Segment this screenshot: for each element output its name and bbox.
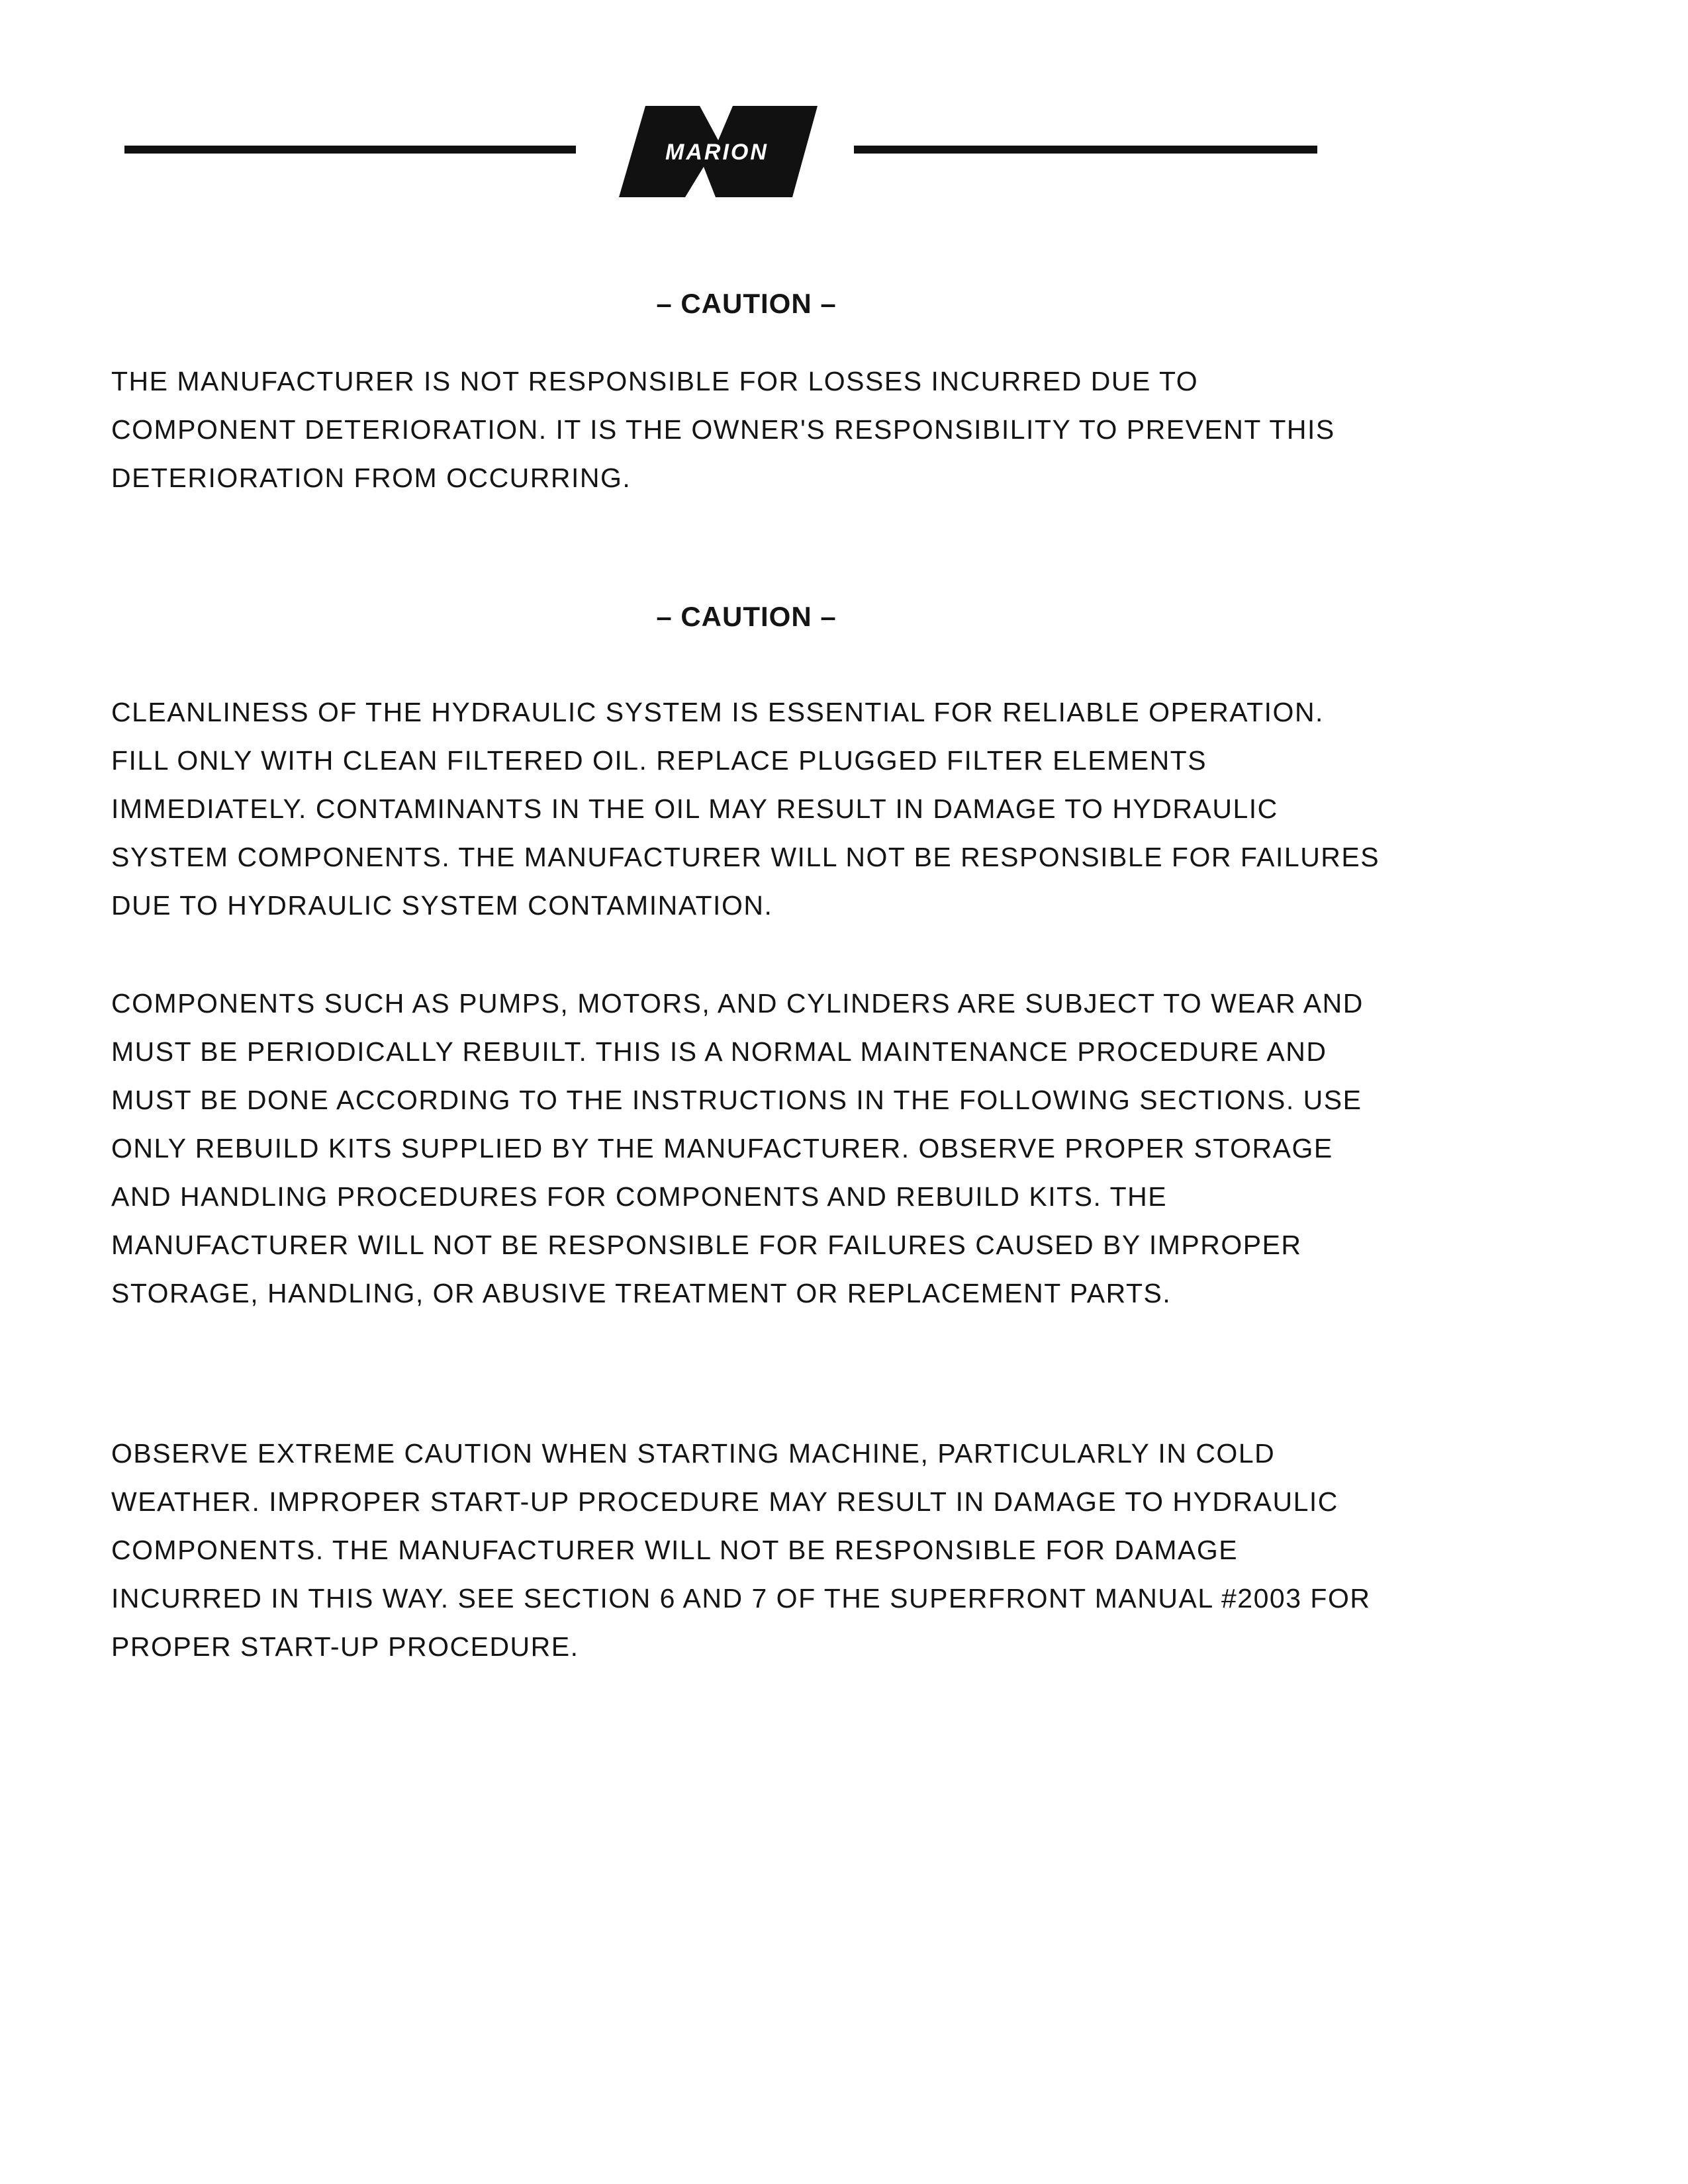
caution-heading-2: – CAUTION – bbox=[656, 601, 837, 632]
header-rule-right bbox=[854, 146, 1317, 154]
caution-2-paragraph-1: CLEANLINESS OF THE HYDRAULIC SYSTEM IS ESSENTIAL FOR RELIABLE OPERATION. FILL ONLY WITH CLEAN FILTERED OIL. REPLACE PLUGGED FILTER ELEMENTS IMMEDIATELY. CONTAMINANTS IN THE OIL MAY RESULT IN DAMAGE TO HYDRAULIC SYSTEM COMPONENTS. THE MANUFACTURER WILL NOT BE RESPONSIBLE FOR FAILURES DUE TO HYDRAULIC SYSTEM CONTAMINATION. bbox=[111, 697, 1380, 921]
marion-logo bbox=[619, 106, 818, 197]
header-rule-left bbox=[124, 146, 576, 154]
caution-1-paragraph: THE MANUFACTURER IS NOT RESPONSIBLE FOR LOSSES INCURRED DUE TO COMPONENT DETERIORATION. IT IS THE OWNER'S RESPONSIBILITY TO PREVENT THIS DETERIORATION FROM OCCURRING. bbox=[111, 366, 1335, 493]
logo-text: MARION bbox=[665, 140, 769, 165]
caution-2-paragraph-2: COMPONENTS SUCH AS PUMPS, MOTORS, AND CYLINDERS ARE SUBJECT TO WEAR AND MUST BE PERIODICALLY REBUILT. THIS IS A NORMAL MAINTENANCE PROCEDURE AND MUST BE DONE ACCORDING TO THE INSTRUCTIONS IN THE FOLLOWING SECTIONS. USE ONLY REBUILD KITS SUPPLIED BY THE MANUFACTURER. OBSERVE PROPER STORAGE AND HANDLING PROCEDURES FOR COMPONENTS AND REBUILD KITS. THE MANUFACTURER WILL NOT BE RESPONSIBLE FOR FAILURES CAUSED BY IMPROPER STORAGE, HANDLING, OR ABUSIVE TREATMENT OR REPLACEMENT PARTS. bbox=[111, 988, 1364, 1308]
caution-heading-1: – CAUTION – bbox=[656, 288, 837, 319]
caution-2-paragraph-3: OBSERVE EXTREME CAUTION WHEN STARTING MACHINE, PARTICULARLY IN COLD WEATHER. IMPROPER START-UP PROCEDURE MAY RESULT IN DAMAGE TO HYDRAULIC COMPONENTS. THE MANUFACTURER WILL NOT BE RESPONSIBLE FOR DAMAGE INCURRED IN THIS WAY. SEE SECTION 6 AND 7 OF THE SUPERFRONT MANUAL #2003 FOR PROPER START-UP PROCEDURE. bbox=[111, 1438, 1371, 1662]
